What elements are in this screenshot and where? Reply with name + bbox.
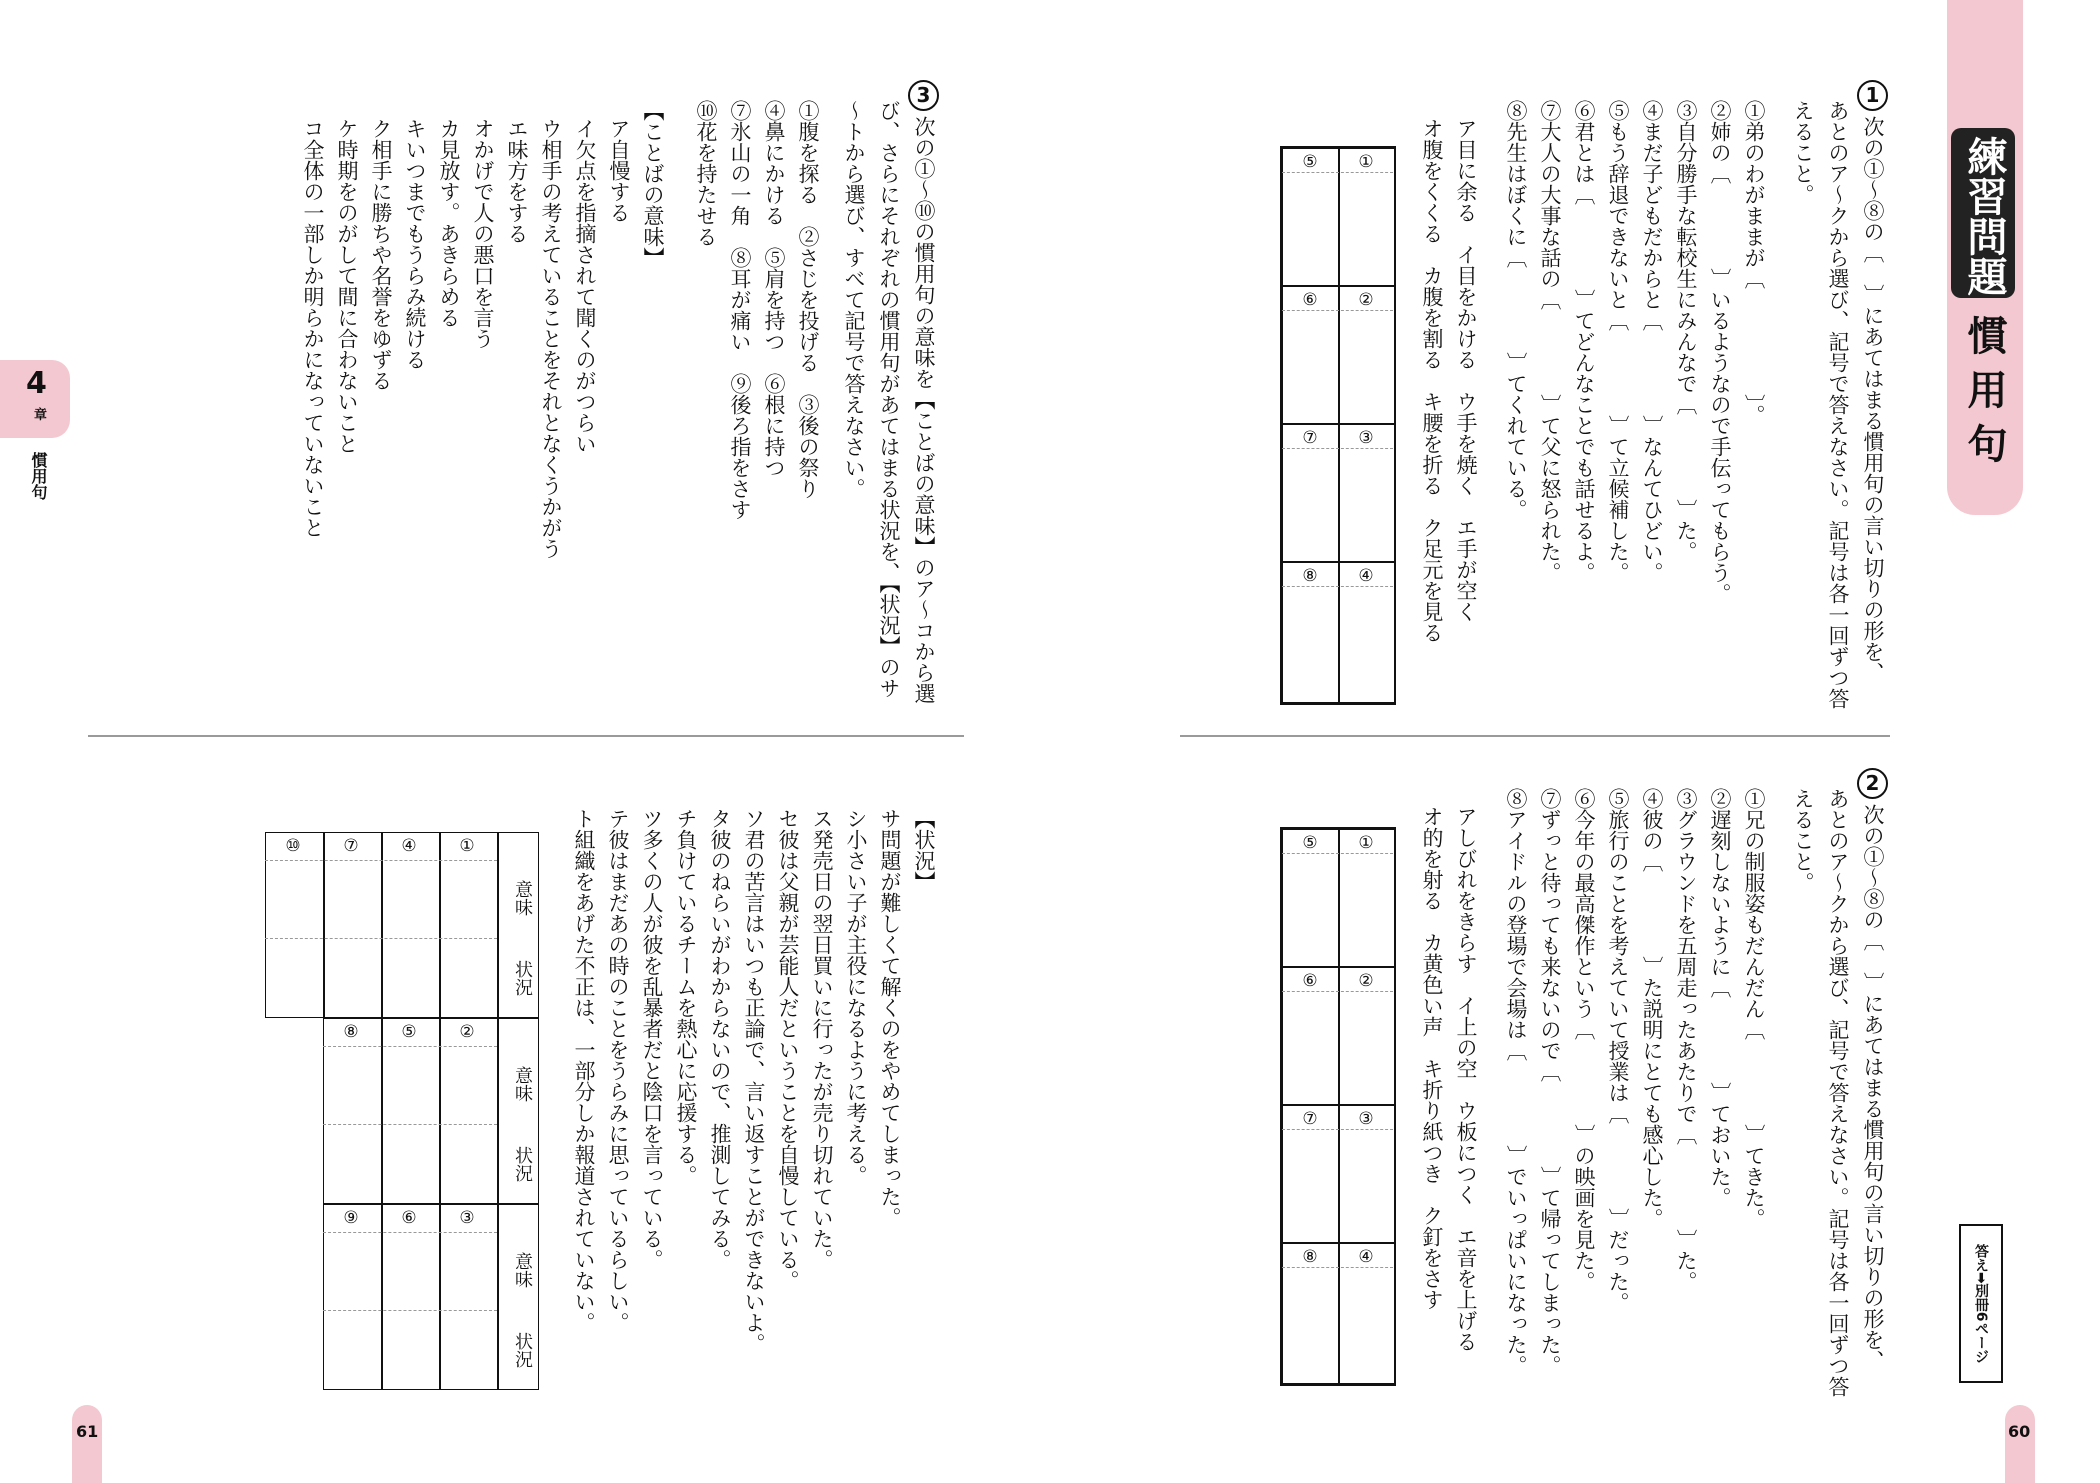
- cell-label: ④: [401, 836, 417, 856]
- situation-shi: シ小さい子が主役になるように考える。: [844, 808, 868, 1186]
- header-meaning: 意味: [512, 1066, 533, 1102]
- chapter-number: 4: [26, 366, 47, 401]
- q2-instruction-1: 次の①〜⑧の〔 〕にあてはまる慣用句の言い切りの形を、: [1861, 804, 1885, 1371]
- q3-idioms-2: ④鼻にかける ⑤肩を持つ ⑥根に持つ: [762, 100, 786, 478]
- q1-instruction-2: あとのア〜クから選び、記号で答えなさい。記号は各一回ずつ答: [1826, 100, 1850, 709]
- meaning-e: エ味方をする: [505, 118, 529, 244]
- meaning-ki: キいつまでもうらみ続ける: [403, 118, 427, 370]
- cell-label: ③: [1358, 428, 1374, 448]
- meaning-ko: コ全体の一部しか明らかになっていないこと: [301, 118, 325, 538]
- cell-label: ⑩: [285, 836, 301, 856]
- q1-choices-1: ア目に余る イ目をかける ウ手を焼く エ手が空く: [1454, 118, 1478, 622]
- header-situation: 状況: [512, 1332, 533, 1368]
- cell-label: ⑨: [343, 1208, 359, 1228]
- cell-label: ④: [1358, 566, 1374, 586]
- q2-number: 2: [1857, 768, 1888, 799]
- situation-tsu: ツ多くの人が彼を乱暴者だと陰口を言っている。: [640, 808, 664, 1270]
- q1-item-2: ②姉の〔 〕いるようなので手伝ってもらう。: [1708, 100, 1732, 604]
- q2-item-4: ④彼の〔 〕た説明にとても感心した。: [1640, 788, 1664, 1229]
- cell-label: ⑦: [1302, 428, 1318, 448]
- cell-label: ③: [459, 1208, 475, 1228]
- q2-item-7: ⑦ずっと待っても来ないので〔 〕て帰ってしまった。: [1538, 788, 1562, 1376]
- q2-answer-grid: [1280, 827, 1396, 1386]
- situation-sa: サ問題が難しくて解くのをやめてしまった。: [878, 808, 902, 1228]
- page-title: 練習問題: [1961, 136, 2007, 296]
- cell-label: ②: [1358, 290, 1374, 310]
- cell-label: ⑦: [343, 836, 359, 856]
- q3-instruction-3: 〜トから選び、すべて記号で答えなさい。: [842, 100, 866, 499]
- header-situation: 状況: [512, 960, 533, 996]
- q1-item-7: ⑦大人の大事な話の〔 〕て父に怒られた。: [1538, 100, 1562, 583]
- cell-label: ①: [1358, 152, 1374, 172]
- q3-instruction-2: び、さらにそれぞれの慣用句があてはまる状況を、【状況】のサ: [877, 100, 901, 699]
- right-divider: [1180, 735, 1890, 737]
- q1-item-3: ③自分勝手な転校生にみんなで〔 〕た。: [1674, 100, 1698, 562]
- header-situation: 状況: [512, 1146, 533, 1182]
- page-subtitle: 慣用句: [1961, 315, 2007, 477]
- page-number: 61: [76, 1422, 99, 1441]
- situation-te: テ彼はまだあの時のことをうらみに思っているらしい。: [606, 808, 630, 1333]
- cell-label: ①: [459, 836, 475, 856]
- cell-label: ⑥: [1302, 290, 1318, 310]
- meaning-ka: カ見放す。あきらめる: [437, 118, 461, 328]
- page-number-tab: [72, 1405, 102, 1483]
- meaning-a: ア自慢する: [607, 118, 631, 223]
- q2-item-6: ⑥今年の最高傑作という〔 〕の映画を見た。: [1572, 788, 1596, 1292]
- q1-item-6: ⑥君とは〔 〕てどんなことでも話せるよ。: [1572, 100, 1596, 583]
- q1-answer-grid: [1280, 146, 1396, 705]
- q1-item-8: ⑧先生はぼくに〔 〕てくれている。: [1504, 100, 1528, 520]
- header-meaning: 意味: [512, 880, 533, 916]
- q2-choices-2: オ的を射る カ黄色い声 キ折り紙つき ク釘をさす: [1420, 806, 1444, 1310]
- q1-item-1: ①弟のわがままが〔 〕。: [1742, 100, 1766, 426]
- situation-se: セ彼は父親が芸能人だということを自慢している。: [776, 808, 800, 1291]
- q1-item-5: ⑤もう辞退できないと〔 〕て立候補した。: [1606, 100, 1630, 583]
- cell-label: ⑧: [1302, 1247, 1318, 1267]
- q3-idioms-1: ①腹を探る ②さじを投げる ③後の祭り: [796, 100, 820, 499]
- meaning-ke: ケ時期をのがして間に合わないこと: [335, 118, 359, 454]
- q3-number: 3: [908, 80, 939, 111]
- cell-label: ①: [1358, 833, 1374, 853]
- situation-to: ト組織をあげた不正は、一部分しか報道されていない。: [572, 808, 596, 1333]
- q2-item-2: ②遅刻しないように〔 〕ておいた。: [1708, 788, 1732, 1208]
- q1-choices-2: オ腹をくくる カ腹を割る キ腰を折る ク足元を見る: [1420, 118, 1444, 643]
- situation-heading: 【状況】: [912, 808, 936, 892]
- cell-label: ⑧: [343, 1022, 359, 1042]
- q2-item-5: ⑤旅行のことを考えていて授業は〔 〕だった。: [1606, 788, 1630, 1313]
- q3-instruction-1: 次の①〜⑩の慣用句の意味を【ことばの意味】のア〜コから選: [912, 116, 936, 704]
- left-divider: [88, 735, 964, 737]
- cell-label: ⑧: [1302, 566, 1318, 586]
- chapter-title: 慣用句: [29, 452, 48, 500]
- page-number-tab: [2005, 1405, 2035, 1483]
- q2-choices-1: アしびれをきらす イ上の空 ウ板につく エ音を上げる: [1454, 806, 1478, 1352]
- q1-instruction-1: 次の①〜⑧の〔 〕にあてはまる慣用句の言い切りの形を、: [1861, 116, 1885, 683]
- q3-idioms-3: ⑦氷山の一角 ⑧耳が痛い ⑨後ろ指をさす: [728, 100, 752, 520]
- meaning-i: イ欠点を指摘されて聞くのがつらい: [573, 118, 597, 454]
- q2-item-1: ①兄の制服姿もだんだん〔 〕てきた。: [1742, 788, 1766, 1229]
- situation-su: ス発売日の翌日買いに行ったが売り切れていた。: [810, 808, 834, 1270]
- q2-item-8: ⑧アイドルの登場で会場は〔 〕でいっぱいになった。: [1504, 788, 1528, 1376]
- meaning-u: ウ相手の考えていることをそれとなくうかがう: [539, 118, 563, 559]
- situation-so: ソ君の苦言はいつも正論で、言い返すことができないよ。: [742, 808, 766, 1354]
- q1-number: 1: [1857, 80, 1888, 111]
- cell-label: ②: [1358, 971, 1374, 991]
- cell-label: ②: [459, 1022, 475, 1042]
- cell-label: ③: [1358, 1109, 1374, 1129]
- meaning-heading: 【ことばの意味】: [641, 100, 665, 268]
- meaning-ku: ク相手に勝ちや名誉をゆずる: [369, 118, 393, 391]
- chapter-suffix: 章: [34, 408, 48, 423]
- q3-idioms-4: ⑩花を持たせる: [694, 100, 718, 247]
- cell-label: ⑦: [1302, 1109, 1318, 1129]
- q2-item-3: ③グラウンドを五周走ったあたりで〔 〕た。: [1674, 788, 1698, 1292]
- header-meaning: 意味: [512, 1252, 533, 1288]
- cell-label: ⑤: [1302, 833, 1318, 853]
- q3-answer-grid: [265, 832, 540, 1390]
- situation-chi: チ負けているチームを熱心に応援する。: [674, 808, 698, 1186]
- page-number: 60: [2008, 1422, 2031, 1441]
- situation-ta: タ彼のねらいがわからないので、推測してみる。: [708, 808, 732, 1270]
- meaning-o: オかげで人の悪口を言う: [471, 118, 495, 349]
- q2-instruction-3: えること。: [1791, 788, 1815, 893]
- q1-item-4: ④まだ子どもだからと〔 〕なんてひどい。: [1640, 100, 1664, 583]
- q2-instruction-2: あとのア〜クから選び、記号で答えなさい。記号は各一回ずつ答: [1826, 788, 1850, 1397]
- cell-label: ⑥: [1302, 971, 1318, 991]
- q1-instruction-3: えること。: [1791, 100, 1815, 205]
- cell-label: ⑤: [401, 1022, 417, 1042]
- cell-label: ⑤: [1302, 152, 1318, 172]
- cell-label: ⑥: [401, 1208, 417, 1228]
- cell-label: ④: [1358, 1247, 1374, 1267]
- answer-reference: 答え➡別冊6ページ: [1959, 1224, 2003, 1383]
